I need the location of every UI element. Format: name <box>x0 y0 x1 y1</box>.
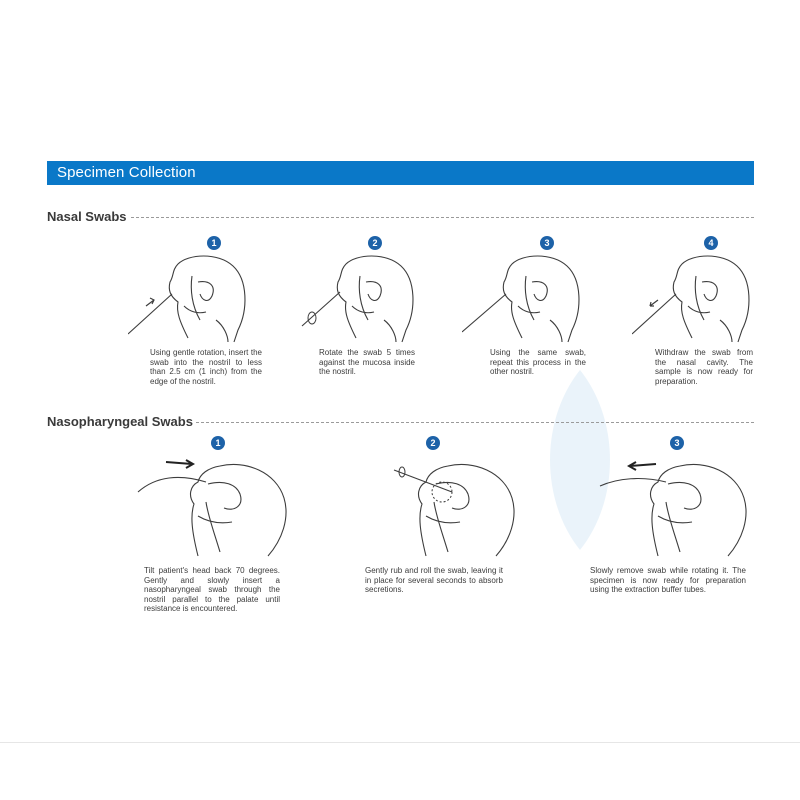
nasal-step-1-badge: 1 <box>207 236 221 250</box>
nasal-step-1-caption: Using gentle rotation, insert the swab into the nostril to less than 2.5 cm (1 inch) from the edge of the nostril. <box>150 348 262 386</box>
nasopharyngeal-step-1-caption: Tilt patient's head back 70 degrees. Gently and slowly insert a nasopharyngeal swab through the nostril parallel to the palate until resistance is encountered. <box>144 566 280 614</box>
nasopharyngeal-step-3-illustration <box>596 452 756 562</box>
nasopharyngeal-step-3-badge: 3 <box>670 436 684 450</box>
nasal-step-4-illustration <box>632 250 757 345</box>
nasopharyngeal-step-3-caption: Slowly remove swab while rotating it. The specimen is now ready for preparation using the extraction buffer tubes. <box>590 566 746 595</box>
nasopharyngeal-step-2-illustration <box>380 452 520 562</box>
nasopharyngeal-divider <box>196 422 754 423</box>
nasopharyngeal-step-1-badge: 1 <box>211 436 225 450</box>
nasopharyngeal-swabs-title: Nasopharyngeal Swabs <box>47 414 193 429</box>
page-title: Specimen Collection <box>57 164 196 181</box>
nasopharyngeal-step-2-caption: Gently rub and roll the swab, leaving it in place for several seconds to absorb secretions. <box>365 566 503 595</box>
nasal-step-3-badge: 3 <box>540 236 554 250</box>
section-header-bar <box>47 161 754 185</box>
nasal-step-4-badge: 4 <box>704 236 718 250</box>
nasal-step-2-badge: 2 <box>368 236 382 250</box>
nasal-step-1-illustration <box>128 250 253 345</box>
nasal-step-2-caption: Rotate the swab 5 times against the mucosa inside the nostril. <box>319 348 415 377</box>
nasal-step-2-illustration <box>296 250 421 345</box>
nasopharyngeal-step-1-illustration <box>136 452 296 562</box>
nasal-step-4-caption: Withdraw the swab from the nasal cavity. The sample is now ready for preparation. <box>655 348 753 386</box>
nasal-step-3-caption: Using the same swab, repeat this process in the other nostril. <box>490 348 586 377</box>
nasal-swabs-title: Nasal Swabs <box>47 209 127 224</box>
nasal-step-3-illustration <box>462 250 587 345</box>
page-bottom-rule <box>0 742 800 743</box>
nasopharyngeal-step-2-badge: 2 <box>426 436 440 450</box>
nasal-divider <box>131 217 754 218</box>
